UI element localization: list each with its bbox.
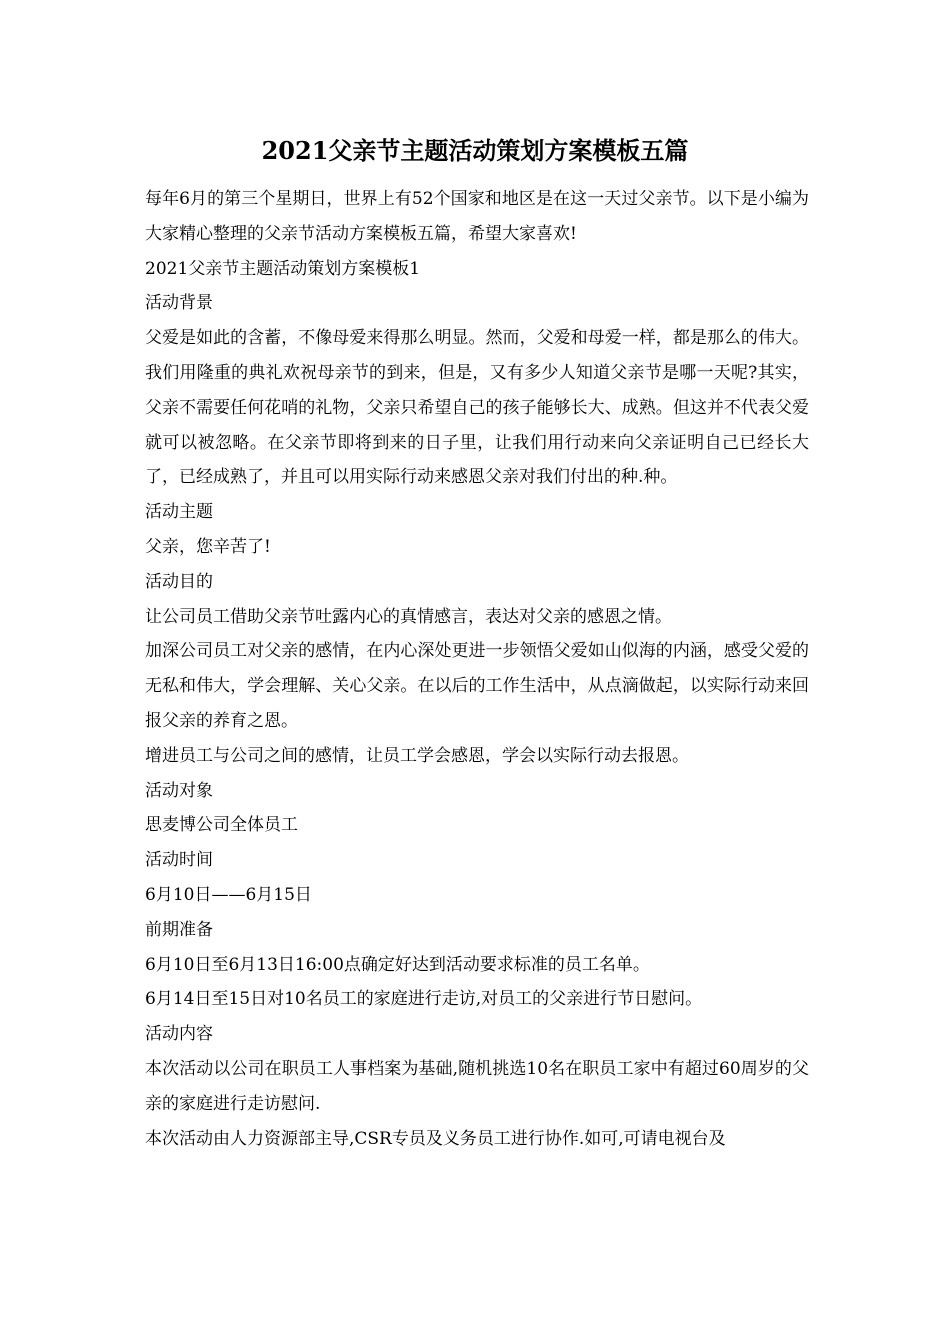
subheading-audience: 活动对象	[145, 780, 213, 801]
subheading-preparation: 前期准备	[145, 919, 213, 940]
background-paragraph: 父爱是如此的含蓄，不像母爱来得那么明显。然而，父爱和母爱一样，都是那么的伟大。我们用隆重的典礼欢祝母亲节的到来，但是，又有多少人知道父亲节是哪一天呢?其实，父亲不需要任何花哨的礼物，父亲只希望自己的孩子能够长大、成熟。但这并不代表父爱就可以被忽略。在父亲节即将到来的日子里，让我们用行动来向父亲证明自己已经长大了，已经成熟了，并且可以用实际行动来感恩父亲对我们付出的种.种。	[145, 328, 809, 488]
audience-paragraph: 思麦博公司全体员工	[145, 815, 298, 836]
purpose-paragraph-2: 加深公司员工对父亲的感情，在内心深处更进一步领悟父爱如山似海的内涵，感受父爱的无私和伟大，学会理解、关心父亲。在以后的工作生活中，从点滴做起，以实际行动来回报父亲的养育之恩。	[145, 641, 809, 731]
subheading-theme: 活动主题	[145, 502, 213, 523]
subheading-background: 活动背景	[145, 293, 213, 314]
subheading-purpose: 活动目的	[145, 571, 213, 592]
preparation-paragraph-1: 6月10日至6月13日16:00点确定好达到活动要求标准的员工名单。	[145, 954, 650, 975]
content-paragraph-2: 本次活动由人力资源部主导,CSR专员及义务员工进行协作.如可,可请电视台及	[145, 1128, 726, 1149]
subheading-time: 活动时间	[145, 850, 213, 871]
intro-paragraph: 每年6月的第三个星期日，世界上有52个国家和地区是在这一天过父亲节。以下是小编为大家精心整理的父亲节活动方案模板五篇，希望大家喜欢!	[145, 189, 809, 244]
document-title: 2021父亲节主题活动策划方案模板五篇	[261, 136, 689, 165]
theme-paragraph: 父亲，您辛苦了!	[145, 536, 271, 557]
section-heading: 2021父亲节主题活动策划方案模板1	[145, 258, 421, 279]
document-body	[145, 182, 809, 1156]
content-paragraph-1: 本次活动以公司在职员工人事档案为基础,随机挑选10名在职员工家中有超过60周岁的父亲的家庭进行走访慰问.	[145, 1058, 809, 1114]
time-paragraph: 6月10日——6月15日	[145, 884, 312, 905]
purpose-paragraph-1: 让公司员工借助父亲节吐露内心的真情感言，表达对父亲的感恩之情。	[145, 606, 672, 627]
preparation-paragraph-2: 6月14日至15日对10名员工的家庭进行走访,对员工的父亲进行节日慰问。	[145, 989, 703, 1010]
subheading-content: 活动内容	[145, 1024, 213, 1045]
purpose-paragraph-3: 增进员工与公司之间的感情，让员工学会感恩，学会以实际行动去报恩。	[145, 745, 689, 766]
